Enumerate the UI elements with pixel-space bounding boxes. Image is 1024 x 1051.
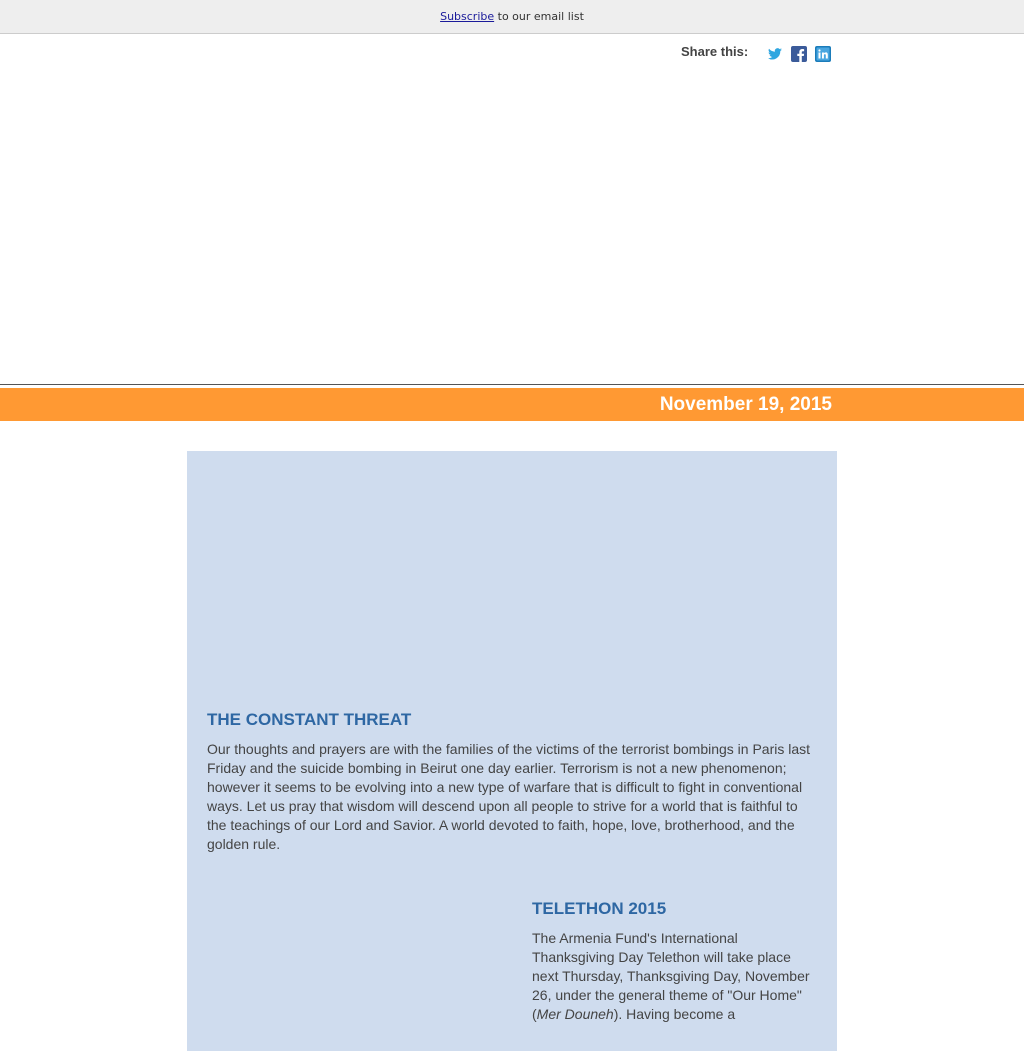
article-title: TELETHON 2015 <box>532 899 667 918</box>
article-body <box>532 929 818 1024</box>
article-title: THE CONSTANT THREAT <box>207 710 412 729</box>
facebook-icon[interactable] <box>791 46 807 62</box>
subscribe-bar <box>0 0 1024 34</box>
share-label: Share this: <box>681 44 749 59</box>
article-body-text: ). Having become a <box>613 1006 736 1022</box>
issue-date: November 19, 2015 <box>659 394 832 415</box>
article-body-italic: Mer Douneh <box>536 1006 614 1022</box>
article-body: Our thoughts and prayers are with the families of the victims of the terrorist bombings in Paris last Friday and the suicide bombing in Beirut one day earlier. Terrorism is not a new phenomenon; however it seems to be evolving into a new type of warfare that is difficult to fight in conventional ways. Let us pray that wisdom will descend upon all people to strive for a world that is faithful to the teachings of our Lord and Savior. A world devoted to faith, hope, love, brotherhood, and the golden rule. <box>207 741 811 852</box>
subscribe-text: to our email list <box>494 10 584 23</box>
article-body-text: The Armenia Fund's International Thanksgiving Day Telethon will take place next Thursday, Thanksgiving Day, November 26, under the general theme of "Our Home" ( <box>532 930 810 1022</box>
linkedin-icon[interactable] <box>815 46 831 62</box>
date-banner <box>0 388 1024 421</box>
header-divider <box>0 384 1024 385</box>
subscribe-link[interactable]: Subscribe <box>440 10 495 23</box>
twitter-icon[interactable] <box>767 46 783 62</box>
